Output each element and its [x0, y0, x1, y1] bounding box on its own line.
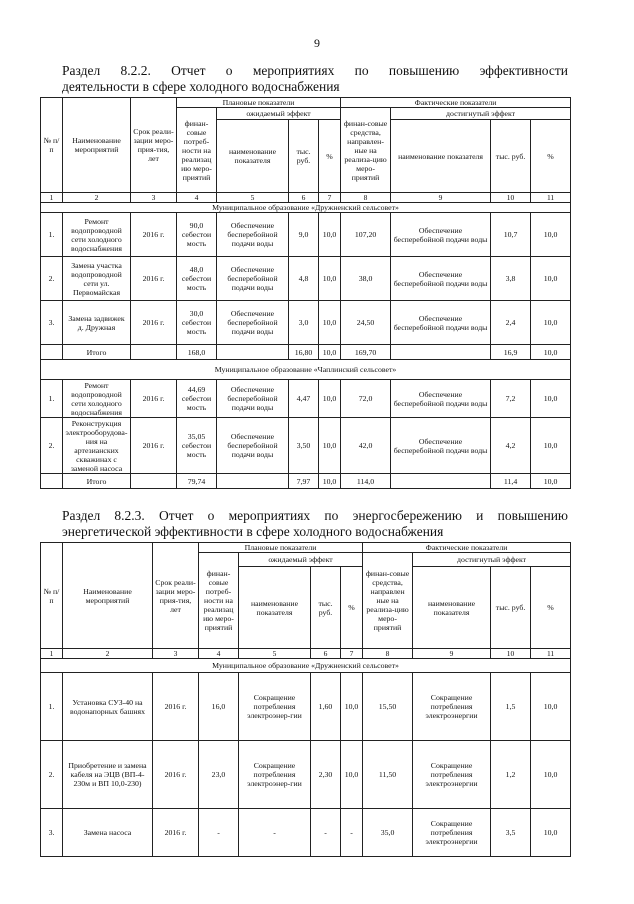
percent-header: % [341, 567, 363, 649]
row-achieved-rub: 1,2 [491, 741, 531, 809]
heading-line-2: деятельности в сфере холодного водоснабжения [62, 79, 340, 94]
row-achieved-rub: 2,4 [491, 301, 531, 345]
row-effect-pct: 10,0 [319, 257, 341, 301]
heading-line-1: Раздел 8.2.2. Отчет о мероприятиях по повышению эффективности [62, 63, 568, 78]
row-achieved-name: Сокращение потребления электроэнергии [413, 809, 491, 857]
row-effect-pct: 10,0 [341, 673, 363, 741]
row-term: 2016 г. [131, 257, 177, 301]
percent-header: % [531, 567, 571, 649]
col-index: 7 [319, 193, 341, 203]
row-name: Приобретение и замена кабеля на ЭЦВ (ВП-4-230м и ВП 10,0-230) [63, 741, 153, 809]
row-num: 2. [41, 257, 63, 301]
row-achieved-pct: 10,0 [531, 213, 571, 257]
row-achieved-pct: 10,0 [531, 380, 571, 418]
row-achieved-pct: 10,0 [531, 418, 571, 474]
row-fin-need: 44,69 себестои мость [177, 380, 217, 418]
table-row [41, 380, 571, 418]
total-effect-pct: 10,0 [319, 345, 341, 360]
row-achieved-rub: 7,2 [491, 380, 531, 418]
col-index: 10 [491, 193, 531, 203]
col-term-header: Срок реали-зации меро-прия-тия, лет [131, 98, 177, 193]
row-achieved-rub: 3,5 [491, 809, 531, 857]
col-index: 11 [531, 649, 571, 659]
indicator-name-header: наименование показателя [391, 120, 491, 193]
row-fact-fin: 11,50 [363, 741, 413, 809]
col-index: 5 [217, 193, 289, 203]
row-fact-fin: 15,50 [363, 673, 413, 741]
row-num: 1. [41, 673, 63, 741]
row-effect-pct: 10,0 [319, 301, 341, 345]
row-effect-name: Обеспечение бесперебойной подачи воды [217, 301, 289, 345]
total-achieved-pct: 10,0 [531, 474, 571, 489]
row-name: Ремонт водопроводной сети холодного водоснабжения [63, 213, 131, 257]
col-index: 8 [363, 649, 413, 659]
total-row [41, 474, 571, 489]
thous-rub-header: тыс. руб. [491, 567, 531, 649]
group-title: Муниципальное образование «Дружненский сельсовет» [41, 659, 571, 673]
row-num: 3. [41, 301, 63, 345]
row-effect-name: Обеспечение бесперебойной подачи воды [217, 380, 289, 418]
efficiency-report-table [40, 97, 571, 489]
total-achieved-rub: 11,4 [491, 474, 531, 489]
expected-effect-header: ожидаемый эффект [217, 108, 341, 120]
row-achieved-name: Сокращение потребления электроэнергии [413, 741, 491, 809]
col-term-header: Срок реали-зации меро-прия-тия, лет [153, 543, 199, 649]
total-row [41, 345, 571, 360]
indicator-name-header: наименование показателя [217, 120, 289, 193]
total-label: Итого [63, 474, 131, 489]
col-index: 4 [199, 649, 239, 659]
col-index: 10 [491, 649, 531, 659]
row-fin-need: - [199, 809, 239, 857]
row-achieved-name: Обеспечение бесперебойной подачи воды [391, 380, 491, 418]
row-effect-rub: - [311, 809, 341, 857]
group-title: Муниципальное образование «Дружненский сельсовет» [41, 203, 571, 213]
row-fact-fin: 107,20 [341, 213, 391, 257]
col-index: 2 [63, 649, 153, 659]
section-8-2-3-heading [62, 508, 568, 540]
col-name-header: Наименование мероприятий [63, 543, 153, 649]
row-name: Замена участка водопроводной сети ул. Первомайская [63, 257, 131, 301]
col-index: 6 [311, 649, 341, 659]
row-achieved-rub: 3,8 [491, 257, 531, 301]
row-achieved-pct: 10,0 [531, 301, 571, 345]
col-index: 1 [41, 193, 63, 203]
row-num: 2. [41, 741, 63, 809]
row-achieved-pct: 10,0 [531, 741, 571, 809]
row-num: 2. [41, 418, 63, 474]
row-effect-rub: 4,8 [289, 257, 319, 301]
row-fin-need: 23,0 [199, 741, 239, 809]
col-index: 7 [341, 649, 363, 659]
total-label: Итого [63, 345, 131, 360]
row-fact-fin: 72,0 [341, 380, 391, 418]
indicator-name-header: наименование показателя [413, 567, 491, 649]
row-achieved-name: Обеспечение бесперебойной подачи воды [391, 418, 491, 474]
heading-line-2: энергетической эффективности в сфере холодного водоснабжения [62, 524, 444, 539]
row-fin-need: 30,0 себестои мость [177, 301, 217, 345]
column-index-row [41, 193, 571, 203]
total-effect-rub: 16,80 [289, 345, 319, 360]
table-row [41, 741, 571, 809]
planned-header: Плановые показатели [199, 543, 363, 553]
row-term: 2016 г. [131, 380, 177, 418]
row-fin-need: 48,0 себестои мость [177, 257, 217, 301]
col-index: 1 [41, 649, 63, 659]
col-num-header: № п/ п [41, 98, 63, 193]
row-fin-need: 90,0 себестои мость [177, 213, 217, 257]
col-index: 9 [413, 649, 491, 659]
row-effect-name: Обеспечение бесперебойной подачи воды [217, 418, 289, 474]
row-effect-name: Сокращение потребления электроэнер-гии [239, 741, 311, 809]
table-row [41, 673, 571, 741]
total-effect-pct: 10,0 [319, 474, 341, 489]
thous-rub-header: тыс. руб. [491, 120, 531, 193]
row-fact-fin: 42,0 [341, 418, 391, 474]
fin-spent-header: финан-совые средства, направлен-ные на реализа-цию меро-приятий [341, 108, 391, 193]
fin-spent-header: финан-совые средства, направлен ные на реализа-цию меро-приятий [363, 553, 413, 649]
row-achieved-name: Обеспечение бесперебойной подачи воды [391, 213, 491, 257]
total-fin-need: 168,0 [177, 345, 217, 360]
row-achieved-rub: 1,5 [491, 673, 531, 741]
row-name: Замена насоса [63, 809, 153, 857]
row-fin-need: 16,0 [199, 673, 239, 741]
row-achieved-name: Обеспечение бесперебойной подачи воды [391, 257, 491, 301]
col-index: 2 [63, 193, 131, 203]
row-effect-rub: 9,0 [289, 213, 319, 257]
table-row [41, 418, 571, 474]
col-index: 3 [153, 649, 199, 659]
actual-header: Фактические показатели [341, 98, 571, 108]
column-index-row [41, 649, 571, 659]
row-fact-fin: 38,0 [341, 257, 391, 301]
total-fact-fin: 114,0 [341, 474, 391, 489]
table-row [41, 213, 571, 257]
section-8-2-2-heading [62, 63, 568, 95]
row-effect-pct: 10,0 [319, 380, 341, 418]
row-effect-name: Обеспечение бесперебойной подачи воды [217, 213, 289, 257]
row-achieved-rub: 4,2 [491, 418, 531, 474]
col-index: 8 [341, 193, 391, 203]
row-effect-rub: 1,60 [311, 673, 341, 741]
row-num: 1. [41, 213, 63, 257]
row-effect-name: Обеспечение бесперебойной подачи воды [217, 257, 289, 301]
row-effect-pct: 10,0 [319, 213, 341, 257]
row-term: 2016 г. [131, 213, 177, 257]
row-num: 1. [41, 380, 63, 418]
col-name-header: Наименование мероприятий [63, 98, 131, 193]
row-term: 2016 г. [131, 418, 177, 474]
row-effect-rub: 3,0 [289, 301, 319, 345]
col-num-header: № п/ п [41, 543, 63, 649]
heading-line-1: Раздел 8.2.3. Отчет о мероприятиях по энергосбережению и повышению [62, 508, 568, 523]
total-achieved-rub: 16,9 [491, 345, 531, 360]
table-row [41, 257, 571, 301]
row-term: 2016 г. [153, 809, 199, 857]
row-effect-name: - [239, 809, 311, 857]
row-effect-rub: 2,30 [311, 741, 341, 809]
row-name: Установка СУЗ-40 на водонапорных башнях [63, 673, 153, 741]
row-achieved-pct: 10,0 [531, 809, 571, 857]
row-fact-fin: 35,0 [363, 809, 413, 857]
col-index: 9 [391, 193, 491, 203]
percent-header: % [531, 120, 571, 193]
row-achieved-name: Обеспечение бесперебойной подачи воды [391, 301, 491, 345]
row-name: Замена задвижек д. Дружная [63, 301, 131, 345]
row-fact-fin: 24,50 [341, 301, 391, 345]
total-fact-fin: 169,70 [341, 345, 391, 360]
row-num: 3. [41, 809, 63, 857]
page-number: 9 [314, 36, 320, 50]
row-fin-need: 35,05 себестои мость [177, 418, 217, 474]
actual-header: Фактические показатели [363, 543, 571, 553]
total-achieved-pct: 10,0 [531, 345, 571, 360]
energy-saving-report-table [40, 542, 571, 857]
row-effect-rub: 4,47 [289, 380, 319, 418]
col-index: 3 [131, 193, 177, 203]
percent-header: % [319, 120, 341, 193]
row-effect-name: Сокращение потребления электроэнер-гии [239, 673, 311, 741]
row-achieved-name: Сокращение потребления электроэнергии [413, 673, 491, 741]
col-index: 11 [531, 193, 571, 203]
row-name: Реконструкция электрооборудова-ния на артезианских скважинах с заменой насоса [63, 418, 131, 474]
col-index: 6 [289, 193, 319, 203]
row-term: 2016 г. [131, 301, 177, 345]
row-effect-pct: 10,0 [341, 741, 363, 809]
planned-header: Плановые показатели [177, 98, 341, 108]
row-name: Ремонт водопроводной сети холодного водоснабжения [63, 380, 131, 418]
fin-need-header: финан-совые потреб-ности на реализац ию меро-приятий [177, 108, 217, 193]
total-fin-need: 79,74 [177, 474, 217, 489]
col-index: 4 [177, 193, 217, 203]
row-term: 2016 г. [153, 673, 199, 741]
total-effect-rub: 7,97 [289, 474, 319, 489]
thous-rub-header: тыс. руб. [289, 120, 319, 193]
fin-need-header: финан-совые потреб-ности на реализац ию меро-приятий [199, 553, 239, 649]
row-effect-rub: 3,50 [289, 418, 319, 474]
row-achieved-pct: 10,0 [531, 257, 571, 301]
row-achieved-rub: 10,7 [491, 213, 531, 257]
row-effect-pct: - [341, 809, 363, 857]
group-title: Муниципальное образование «Чаплинский сельсовет» [41, 360, 571, 380]
thous-rub-header: тыс. руб. [311, 567, 341, 649]
col-index: 5 [239, 649, 311, 659]
table-row [41, 301, 571, 345]
indicator-name-header: наименование показателя [239, 567, 311, 649]
row-effect-pct: 10,0 [319, 418, 341, 474]
row-achieved-pct: 10,0 [531, 673, 571, 741]
expected-effect-header: ожидаемый эффект [239, 553, 363, 567]
achieved-effect-header: достигнутый эффект [413, 553, 571, 567]
row-term: 2016 г. [153, 741, 199, 809]
achieved-effect-header: достигнутый эффект [391, 108, 571, 120]
table-row [41, 809, 571, 857]
